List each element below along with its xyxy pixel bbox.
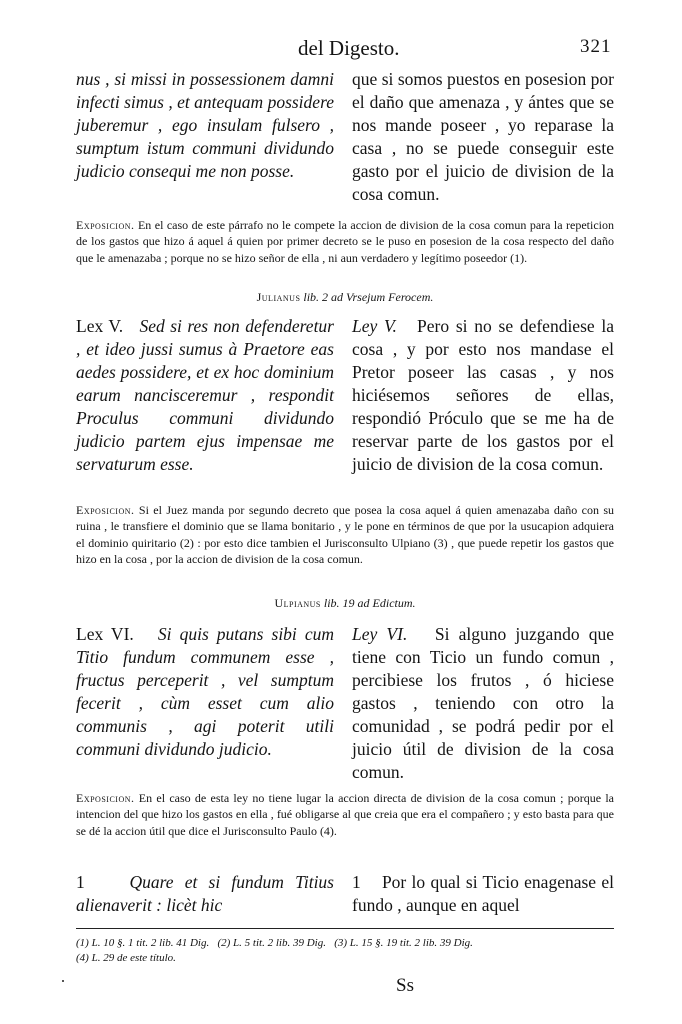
latin-paragraph-1 bbox=[76, 871, 334, 917]
spanish-paragraph-1 bbox=[352, 871, 614, 917]
attribution-author: Ulpianus bbox=[274, 596, 321, 610]
exposicion-label: Exposicion. bbox=[76, 218, 135, 232]
lex-vi-text: Si quis putans sibi cum Titio fundum communem esse , fructus perceperit , vel sumptum fecerit , cùm esset cum alio communis , agi poterit utili communi dividundo judicio. bbox=[76, 624, 334, 759]
exposicion-text: En el caso de este párrafo no le compete la accion de division de la cosa comun para la repeticion de los gastos que hizo á aquel á quien por primer decreto se le puso en posesion de la cosa respecto del daño que le amenazaba ; porque no se hizo señor de ella , ni aun verdadero y legítimo poseedor (1). bbox=[76, 218, 615, 265]
attribution-author: Julianus bbox=[256, 290, 301, 304]
lex-v-text: Sed si res non defenderetur , et ideo jussi sumus à Praetore eas aedes possidere, et ex hoc dominium earum nancisceremur , respondit Proculus communi dividundo judicio partem ejus impensae me servaturum esse. bbox=[76, 316, 334, 474]
spanish-ley-v bbox=[352, 315, 614, 476]
lex-v-heading: Lex V. bbox=[76, 316, 124, 336]
footnote-line-2: (4) L. 29 de este título. bbox=[76, 952, 176, 964]
printer-mark-dot bbox=[62, 980, 64, 982]
exposicion-3 bbox=[76, 790, 614, 839]
latin-lex-v bbox=[76, 315, 334, 476]
exposicion-text: En el caso de esta ley no tiene lugar la accion directa de division de la cosa comun ; porque la intencion del que hizo los gastos en ella , fué obligarse al que creia que era el compañero ; y esto basta para que se dé la accion útil que dice el Jurisconsulto Paulo (4). bbox=[76, 791, 614, 838]
signature-mark: Ss bbox=[396, 975, 414, 996]
exposicion-1 bbox=[76, 217, 614, 266]
exposicion-text: Si el Juez manda por segundo decreto que posea la cosa aquel á quien amenazaba daño con su ruina , le transfiere el dominio que se llama bonitario , y le pone en términos de que por la usucapion adquiera el dominio quiritario (2) : por esto dice tambien el Jurisconsulto Ulpiano (3) , que puede repetir los gastos que hizo en la cosa , por la accion de division de la cosa comun. bbox=[76, 503, 614, 567]
paragraph-text: Por lo qual si Ticio enagenase el fundo , aunque en aquel bbox=[352, 872, 614, 915]
page-number: 321 bbox=[580, 36, 612, 57]
attribution-julianus bbox=[76, 290, 614, 305]
exposicion-2 bbox=[76, 502, 614, 568]
spanish-ley-vi bbox=[352, 623, 614, 784]
attribution-source: lib. 2 ad Vrsejum Ferocem. bbox=[303, 290, 434, 304]
attribution-source: lib. 19 ad Edictum. bbox=[323, 596, 416, 610]
exposicion-label: Exposicion. bbox=[76, 791, 135, 805]
ley-v-heading: Ley V. bbox=[352, 316, 397, 336]
paragraph-text: Quare et si fundum Titius alienaverit : licèt hic bbox=[76, 872, 334, 915]
ley-vi-heading: Ley VI. bbox=[352, 624, 408, 644]
latin-lex-vi bbox=[76, 623, 334, 761]
footnotes bbox=[76, 936, 636, 966]
paragraph-number: 1 bbox=[76, 872, 85, 892]
lex-vi-heading: Lex VI. bbox=[76, 624, 134, 644]
footnote-rule bbox=[76, 928, 614, 929]
latin-text-continuation: nus , si missi in possessionem damni infecti simus , et antequam possidere juberemur , ego insulam fulsero , sumptum istum communi dividundo judicio consequi me non posse. bbox=[76, 69, 334, 181]
exposicion-label: Exposicion. bbox=[76, 503, 135, 517]
ley-v-text: Pero si no se defendiese la cosa , y por esto nos mandase el Pretor poseer las casas , y nos hiciésemos señores de ellas, respondió Próculo que se me ha de reservar parte de los gastos por el juicio de division de la cosa comun. bbox=[352, 316, 615, 474]
paragraph-number: 1 bbox=[352, 872, 361, 892]
ley-vi-text: Si alguno juzgando que tiene con Ticio un fundo comun , percibiese los frutos , ó hiciese gastos , teniendo con otro la comunidad , se podrá pedir por el juicio útil de division de la cosa comun. bbox=[352, 624, 615, 782]
spanish-text-continuation: que si somos puestos en posesion por el daño que amenaza , y ántes que se nos mande poseer , yo reparase la casa , no se puede conseguir este gasto por el juicio de division de la cosa comun. bbox=[352, 69, 614, 204]
footnote-line-1: (1) L. 10 §. 1 tit. 2 lib. 41 Dig. (2) L. 5 tit. 2 lib. 39 Dig. (3) L. 15 §. 19 tit. 2 lib. 39 Dig. bbox=[76, 937, 473, 949]
attribution-ulpianus bbox=[76, 596, 614, 611]
running-header: del Digesto. bbox=[298, 36, 400, 60]
